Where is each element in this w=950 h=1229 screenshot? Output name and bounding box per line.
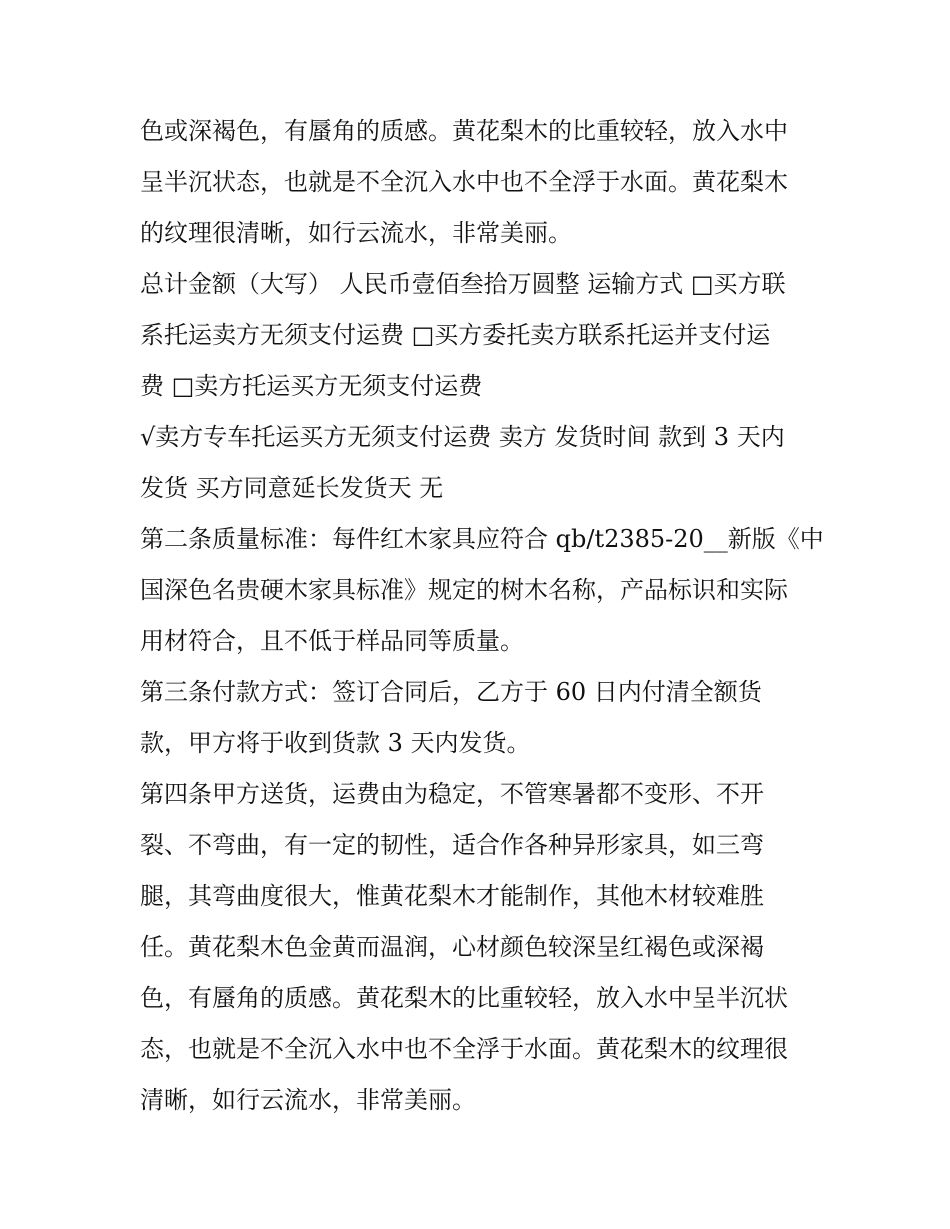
text-line: 腿，其弯曲度很大，惟黄花梨木才能制作，其他木材较难胜 — [140, 882, 764, 910]
text-line: 呈半沉状态，也就是不全沉入水中也不全浮于水面。黄花梨木 — [140, 168, 788, 196]
text-line: 系托运卖方无须支付运费 □买方委托卖方联系托运并支付运 — [140, 321, 771, 349]
text-line: 色，有蜃角的质感。黄花梨木的比重较轻，放入水中呈半沉状 — [140, 984, 788, 1012]
document-body — [140, 106, 824, 1126]
text-line: 清晰，如行云流水，非常美丽。 — [140, 1086, 476, 1114]
text-line: 第二条质量标准：每件红木家具应符合 qb/t2385-20__新版《中 — [140, 525, 824, 553]
text-line: 费 □卖方托运买方无须支付运费 — [140, 372, 483, 400]
text-line: 第三条付款方式：签订合同后，乙方于 60 日内付清全额货 — [140, 678, 762, 706]
text-line: 态，也就是不全沉入水中也不全浮于水面。黄花梨木的纹理很 — [140, 1035, 788, 1063]
text-line: 任。黄花梨木色金黄而温润，心材颜色较深呈红褐色或深褐 — [140, 933, 764, 961]
text-line: 国深色名贵硬木家具标准》规定的树木名称，产品标识和实际 — [140, 576, 788, 604]
text-line: 款，甲方将于收到货款 3 天内发货。 — [140, 729, 531, 757]
text-line: √卖方专车托运买方无须支付运费 卖方 发货时间 款到 3 天内 — [140, 423, 785, 451]
text-line: 发货 买方同意延长发货天 无 — [140, 474, 444, 502]
text-line: 的纹理很清晰，如行云流水，非常美丽。 — [140, 219, 572, 247]
text-line: 裂、不弯曲，有一定的韧性，适合作各种异形家具，如三弯 — [140, 831, 764, 859]
text-line: 第四条甲方送货，运费由为稳定，不管寒暑都不变形、不开 — [140, 780, 764, 808]
text-line: 用材符合，且不低于样品同等质量。 — [140, 627, 524, 655]
text-line: 总计金额（大写） 人民币壹佰叁拾万圆整 运输方式 □买方联 — [140, 270, 786, 298]
text-line: 色或深褐色，有蜃角的质感。黄花梨木的比重较轻，放入水中 — [140, 117, 788, 145]
